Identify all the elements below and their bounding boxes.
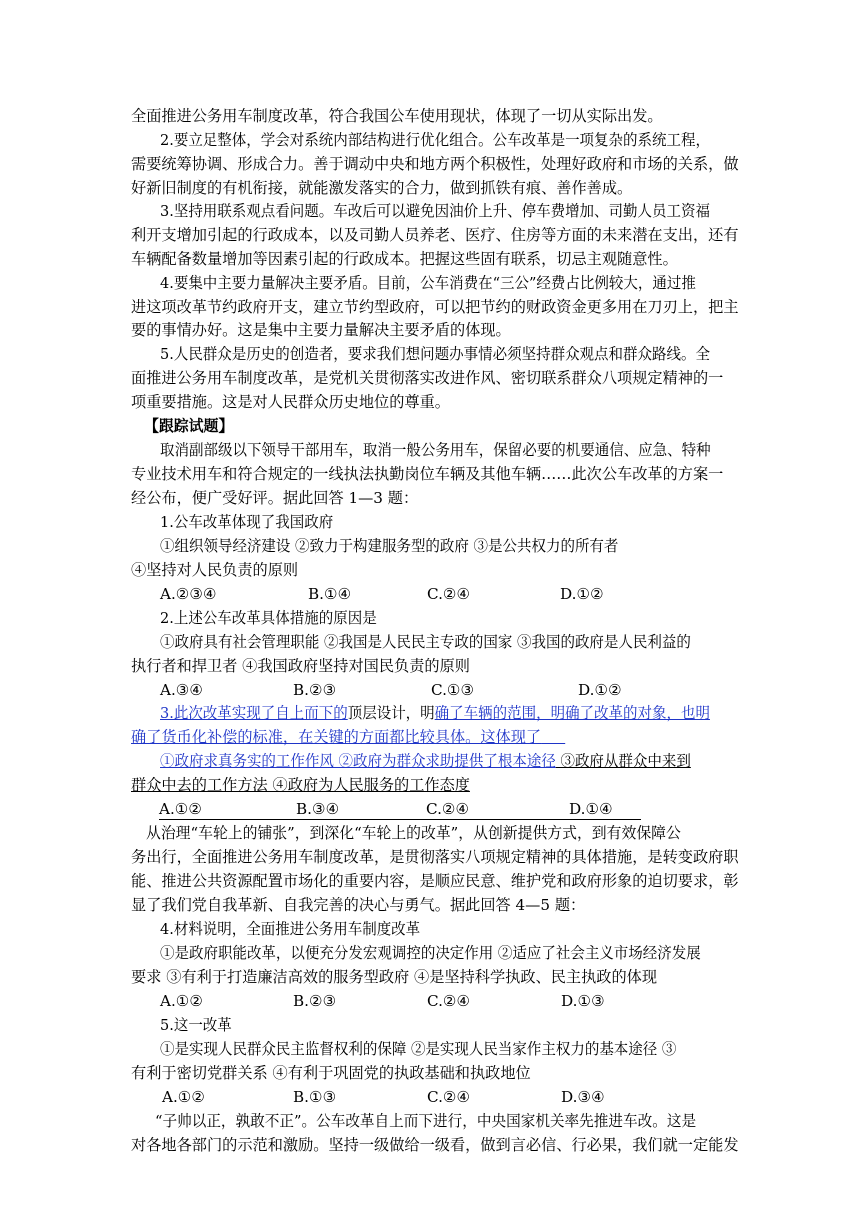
hyperlink-text[interactable] [541, 728, 565, 746]
hyperlink-text[interactable]: 确了货币化补偿的标准，在关键的方面都比较具体。这体现了 [131, 728, 542, 746]
paragraph-line: 务出行，全面推进公务用车制度改革，是贯彻落实八项规定精神的具体措施，是转变政府职 [131, 848, 739, 866]
paragraph-line: 要的事情办好。这是集中主要力量解决主要矛盾的体现。 [131, 321, 511, 339]
paragraph-line: 项重要措施。这是对人民群众历史地位的尊重。 [131, 393, 450, 411]
paragraph-line: 4.要集中主要力量解决主要矛盾。目前，公车消费在“三公”经费占比例较大，通过推 [160, 274, 696, 292]
answer-choices [131, 582, 741, 606]
choice-b: B.③④ [296, 800, 340, 818]
paragraph-line: 能、推进公共资源配置市场化的重要内容，是顺应民意、维护党和政府形象的迫切要求，彰 [131, 872, 739, 890]
paragraph-line: “子帅以正，孰敢不正”。公车改革自上而下进行，中央国家机关率先推进车改。这是 [155, 1112, 697, 1130]
choice-c: C.②④ [427, 585, 471, 603]
paragraph-line: 从治理“车轮上的铺张”，到深化“车轮上的改革”，从创新提供方式，到有效保障公 [146, 824, 681, 842]
question-options [131, 773, 741, 797]
paragraph-line: 进这项改革节约政府开支，建立节约型政府，可以把节约的财政资金更多用在刀刃上，把主 [131, 298, 739, 316]
paragraph-line: 取消副部级以下领导干部用车，取消一般公务用车，保留必要的机要通信、应急、特种 [160, 441, 711, 459]
question-options: ①是实现人民群众民主监督权利的保障 ②是实现人民当家作主权力的基本途径 ③ [160, 1040, 677, 1058]
answer-choices [131, 678, 741, 702]
choice-b: B.②③ [293, 681, 337, 699]
paragraph-line: 需要统筹协调、形成合力。善于调动中央和地方两个积极性，处理好政府和市场的关系，做 [131, 155, 739, 173]
question-stem: 1.公车改革体现了我国政府 [160, 513, 334, 531]
choice-d: D.①② [560, 585, 604, 603]
stem-text: 顶层设计，明 [347, 704, 435, 722]
choice-d: D.③④ [561, 1088, 605, 1106]
paragraph-line: 利开支增加引起的行政成本，以及司勤人员养老、医疗、住房等方面的未来潜在支出，还有 [131, 226, 739, 244]
choice-c: C.①③ [431, 681, 475, 699]
paragraph-line: 显了我们党自我革新、自我完善的决心与勇气。据此回答 4—5 题： [131, 896, 586, 914]
paragraph-line: 5.人民群众是历史的创造者，要求我们想问题办事情必须坚持群众观点和群众路线。全 [160, 345, 710, 363]
section-heading: 【跟踪试题】 [144, 417, 234, 435]
paragraph-line: 对各地各部门的示范和激励。坚持一级做给一级看，做到言必信、行必果，我们就一定能发 [131, 1136, 739, 1154]
question-options: 有利于密切党群关系 ④有利于巩固党的执政基础和执政地位 [131, 1064, 531, 1082]
hyperlink-text[interactable]: 确了车辆的范围，明确了改革的对象，也明 [434, 704, 710, 722]
question-stem: 4.材料说明，全面推进公务用车制度改革 [160, 920, 421, 938]
question-options: ①组织领导经济建设 ②致力于构建服务型的政府 ③是公共权力的所有者 [160, 537, 619, 555]
paragraph-line: 2.要立足整体，学会对系统内部结构进行优化组合。公车改革是一项复杂的系统工程， [160, 131, 710, 149]
choice-a: A.②③④ [160, 585, 217, 603]
question-options: ①政府具有社会管理职能 ②我国是人民民主专政的国家 ③我国的政府是人民利益的 [160, 633, 691, 651]
paragraph-line: 经公布，便广受好评。据此回答 1—3 题： [131, 489, 419, 507]
choice-c: C.②④ [426, 800, 470, 818]
question-options-linked[interactable] [160, 749, 742, 773]
paragraph-line: 全面推进公务用车制度改革，符合我国公车使用现状，体现了一切从实际出发。 [131, 107, 663, 125]
paragraph-line: 车辆配备数量增加等因素引起的行政成本。把握这些固有联系，切忌主观随意性。 [131, 250, 678, 268]
hyperlink-text[interactable]: ①政府求真务实的工作作风 ②政府为群众求助提供了根本途径 [160, 752, 556, 770]
answer-choices [131, 989, 741, 1013]
options-text: ③政府从群众中来到 [555, 752, 691, 770]
choice-c: C.②④ [427, 992, 471, 1010]
choice-a: A.①② [162, 1088, 206, 1106]
paragraph-line: 专业技术用车和符合规定的一线执法执勤岗位车辆及其他车辆……此次公车改革的方案一 [131, 465, 724, 483]
choice-b: B.①④ [308, 585, 352, 603]
question-options: ④坚持对人民负责的原则 [131, 561, 299, 579]
choice-a: A.①② [160, 992, 204, 1010]
question-stem: 5.这一改革 [160, 1016, 232, 1034]
choice-d: D.①③ [561, 992, 605, 1010]
question-options: 要求 ③有利于打造廉洁高效的服务型政府 ④是坚持科学执政、民主执政的体现 [131, 968, 658, 986]
question-stem-linked[interactable] [160, 701, 742, 725]
choice-c: C.②④ [427, 1088, 471, 1106]
answer-choices [159, 797, 641, 820]
paragraph-line: 面推进公务用车制度改革，是党机关贯彻落实改进作风、密切联系群众八项规定精神的一 [131, 369, 724, 387]
choice-a: A.①② [159, 800, 203, 818]
choice-d: D.①④ [569, 800, 613, 818]
choice-b: B.①③ [293, 1088, 337, 1106]
question-options: ①是政府职能改革，以便充分发宏观调控的决定作用 ②适应了社会主义市场经济发展 [160, 944, 701, 962]
choice-b: B.②③ [293, 992, 337, 1010]
paragraph-line: 好新旧制度的有机衔接，就能激发落实的合力，做到抓铁有痕、善作善成。 [131, 179, 633, 197]
question-stem-linked[interactable] [131, 725, 741, 749]
answer-choices [131, 1085, 741, 1109]
choice-d: D.①② [578, 681, 622, 699]
hyperlink-text[interactable]: 3.此次改革实现了自上而下的 [160, 704, 348, 722]
options-text: 群众中去的工作方法 ④政府为人民服务的工作态度 [131, 776, 470, 794]
question-stem: 2.上述公车改革具体措施的原因是 [160, 609, 377, 627]
choice-a: A.③④ [160, 681, 204, 699]
question-options: 执行者和捍卫者 ④我国政府坚持对国民负责的原则 [131, 657, 470, 675]
paragraph-line: 3.坚持用联系观点看问题。车改后可以避免因油价上升、停车费增加、司勤人员工资福 [160, 202, 710, 220]
